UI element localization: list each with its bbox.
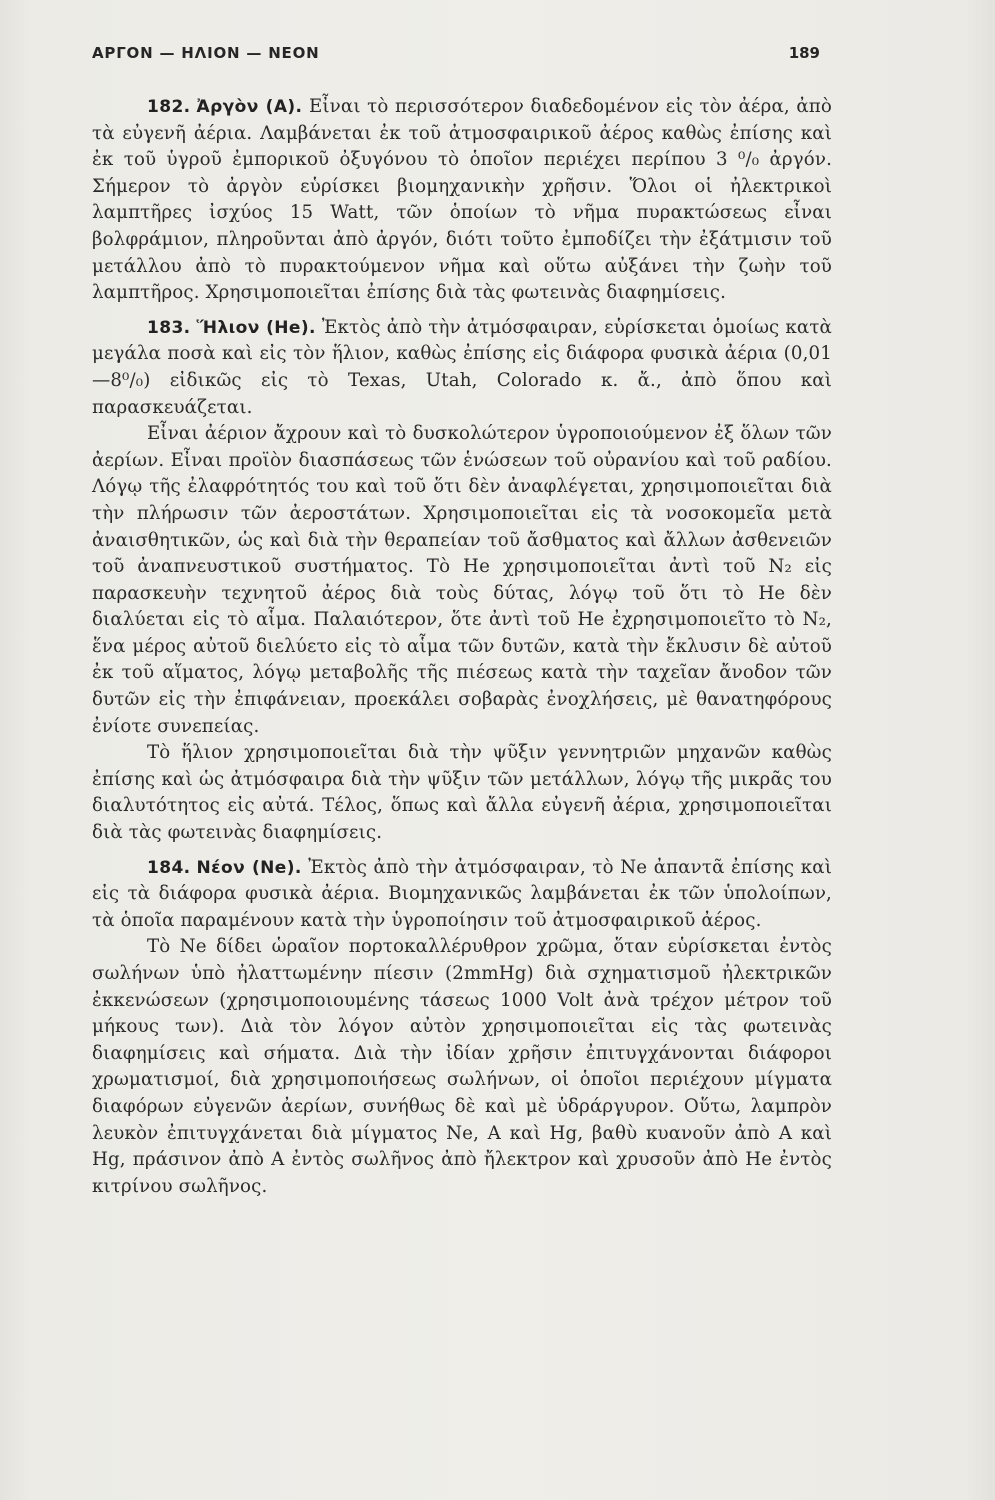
- section-184-number: 184.: [147, 857, 191, 878]
- section-183-text-1: Ἐκτὸς ἀπὸ τὴν ἀτμόσφαιραν, εὑρίσκεται ὁμοίως κατὰ μεγάλα ποσὰ καὶ εἰς τὸν ἥλιον, καθὼς ἐπίσης εἰς διάφορα φυσικὰ ἀέρια (0,01—8⁰/₀) εἰδικῶς εἰς τὸ Texas, Utah, Colorado κ. ἄ., ἀπὸ ὅπου καὶ παρασκευάζεται.: [92, 316, 832, 418]
- section-184-title: Νέον (Ne).: [196, 857, 302, 878]
- section-182-heading: [147, 97, 302, 117]
- running-title: ΑΡΓΟΝ — ΗΛΙΟΝ — ΝΕΟΝ: [92, 44, 320, 62]
- page-number: 189: [788, 44, 820, 62]
- section-183-paragraph-1: [92, 315, 832, 421]
- running-header: [92, 44, 820, 68]
- section-182-text: Εἶναι τὸ περισσότερον διαδεδομένον εἰς τὸν ἀέρα, ἀπὸ τὰ εὐγενῆ ἀέρια. Λαμβάνεται ἐκ τοῦ ἀτμοσφαιρικοῦ ἀέρος καθὼς ἐπίσης καὶ ἐκ τοῦ ὑγροῦ ἐμπορικοῦ ὀξυγόνου τὸ ὁποῖον περιέχει περίπου 3 ⁰/₀ ἀργόν. Σήμερον τὸ ἀργὸν εὑρίσκει βιομηχανικὴν χρῆσιν. Ὅλοι οἱ ἠλεκτρικοὶ λαμπτῆρες ἰσχύος 15 Watt, τῶν ὁποίων τὸ νῆμα πυρακτώσεως εἶναι βολφράμιον, πληροῦνται ἀπὸ ἀργόν, διότι τοῦτο ἐμποδίζει τὴν ἐξάτμισιν τοῦ μετάλλου ἀπὸ τὸ πυρακτούμενον νῆμα καὶ οὕτω αὐξάνει τὴν ζωὴν τοῦ λαμπτῆρος. Χρησιμοποιεῖται ἐπίσης διὰ τὰς φωτεινὰς διαφημίσεις.: [92, 96, 832, 304]
- section-184-heading: [147, 858, 302, 878]
- section-182-title: Ἀργὸν (Α).: [196, 97, 303, 117]
- section-183-number: 183.: [147, 317, 191, 338]
- section-183-heading: [147, 318, 316, 338]
- section-184-paragraph-2: Τὸ Ne δίδει ὡραῖον πορτοκαλλέρυθρον χρῶμα, ὅταν εὑρίσκεται ἐντὸς σωλήνων ὑπὸ ἠλαττωμένην πίεσιν (2mmHg) διὰ σχηματισμοῦ ἠλεκτρικῶν ἐκκενώσεων (χρησιμοποιουμένης τάσεως 1000 Volt ἀνὰ τρέχον μέτρον τοῦ μήκους των). Διὰ τὸν λόγον αὐτὸν χρησιμοποιεῖται εἰς τὰς φωτεινὰς διαφημίσεις καὶ σήματα. Διὰ τὴν ἰδίαν χρῆσιν ἐπιτυγχάνονται διάφοροι χρωματισμοί, διὰ χρησιμοποιήσεως σωλήνων, οἱ ὁποῖοι περιέχουν μίγματα διαφόρων εὐγενῶν ἀερίων, συνήθως δὲ καὶ μὲ ὑδράργυρον. Οὕτω, λαμπρὸν λευκὸν ἐπιτυγχάνεται διὰ μίγματος Ne, A καὶ Hg, βαθὺ κυανοῦν ἀπὸ A καὶ Hg, πράσινον ἀπὸ A ἐντὸς σωλῆνος ἀπὸ ἤλεκτρον καὶ χρυσοῦν ἀπὸ He ἐντὸς κιτρίνου σωλῆνος.: [92, 936, 832, 1197]
- section-184-text-1: Ἐκτὸς ἀπὸ τὴν ἀτμόσφαιραν, τὸ Ne ἀπαντᾶ ἐπίσης καὶ εἰς τὰ διάφορα φυσικὰ ἀέρια. Βιομηχανικῶς λαμβάνεται ἐκ τῶν ὑπολοίπων, τὰ ὁποῖα παραμένουν κατὰ τὴν ὑγροποίησιν τοῦ ἀτμοσφαιρικοῦ ἀέρος.: [92, 856, 832, 931]
- section-183-paragraph-3: Τὸ ἥλιον χρησιμοποιεῖται διὰ τὴν ψῦξιν γεννητριῶν μηχανῶν καθὼς ἐπίσης καὶ ὡς ἀτμόσφαιρα διὰ τὴν ψῦξιν τῶν μετάλλων, λόγῳ τῆς μικρᾶς του διαλυτότητος εἰς αὐτά. Τέλος, ὅπως καὶ ἄλλα εὐγενῆ ἀέρια, χρησιμοποιεῖται διὰ τὰς φωτεινὰς διαφημίσεις.: [92, 742, 832, 844]
- body-text: [92, 94, 832, 1200]
- section-182-paragraph-1: [92, 94, 832, 307]
- section-182-number: 182.: [147, 97, 191, 117]
- section-183-paragraph-2: Εἶναι ἀέριον ἄχρουν καὶ τὸ δυσκολώτερον ὑγροποιούμενον ἐξ ὅλων τῶν ἀερίων. Εἶναι προϊὸν διασπάσεως τῶν ἑνώσεων τοῦ οὐρανίου καὶ τοῦ ραδίου. Λόγῳ τῆς ἐλαφρότητός του καὶ τοῦ ὅτι δὲν ἀναφλέγεται, χρησιμοποιεῖται διὰ τὴν πλήρωσιν τῶν ἀεροστάτων. Χρησιμοποιεῖται εἰς τὰ νοσοκομεῖα μετὰ ἀναισθητικῶν, ὡς καὶ διὰ τὴν θεραπείαν τοῦ ἄσθματος καὶ ἄλλων ἀσθενειῶν τοῦ ἀναπνευστικοῦ συστήματος. Τὸ He χρησιμοποιεῖται ἀντὶ τοῦ N₂ εἰς παρασκευὴν τεχνητοῦ ἀέρος διὰ τοὺς δύτας, λόγῳ τοῦ ὅτι τὸ He δὲν διαλύεται εἰς τὸ αἷμα. Παλαιότερον, ὅτε ἀντὶ τοῦ He ἐχρησιμοποιεῖτο τὸ N₂, ἕνα μέρος αὐτοῦ διελύετο εἰς τὸ αἷμα τῶν δυτῶν, κατὰ τὴν ἔκλυσιν δὲ αὐτοῦ ἐκ τοῦ αἵματος, λόγῳ μεταβολῆς τῆς πιέσεως κατὰ τὴν ταχεῖαν ἄνοδον τῶν δυτῶν εἰς τὴν ἐπιφάνειαν, προεκάλει σοβαρὰς ἐνοχλήσεις, μὲ θανατηφόρους ἐνίοτε συνεπείας.: [92, 423, 832, 737]
- section-183-title: Ἥλιον (He).: [196, 317, 316, 338]
- section-184-paragraph-1: [92, 855, 832, 935]
